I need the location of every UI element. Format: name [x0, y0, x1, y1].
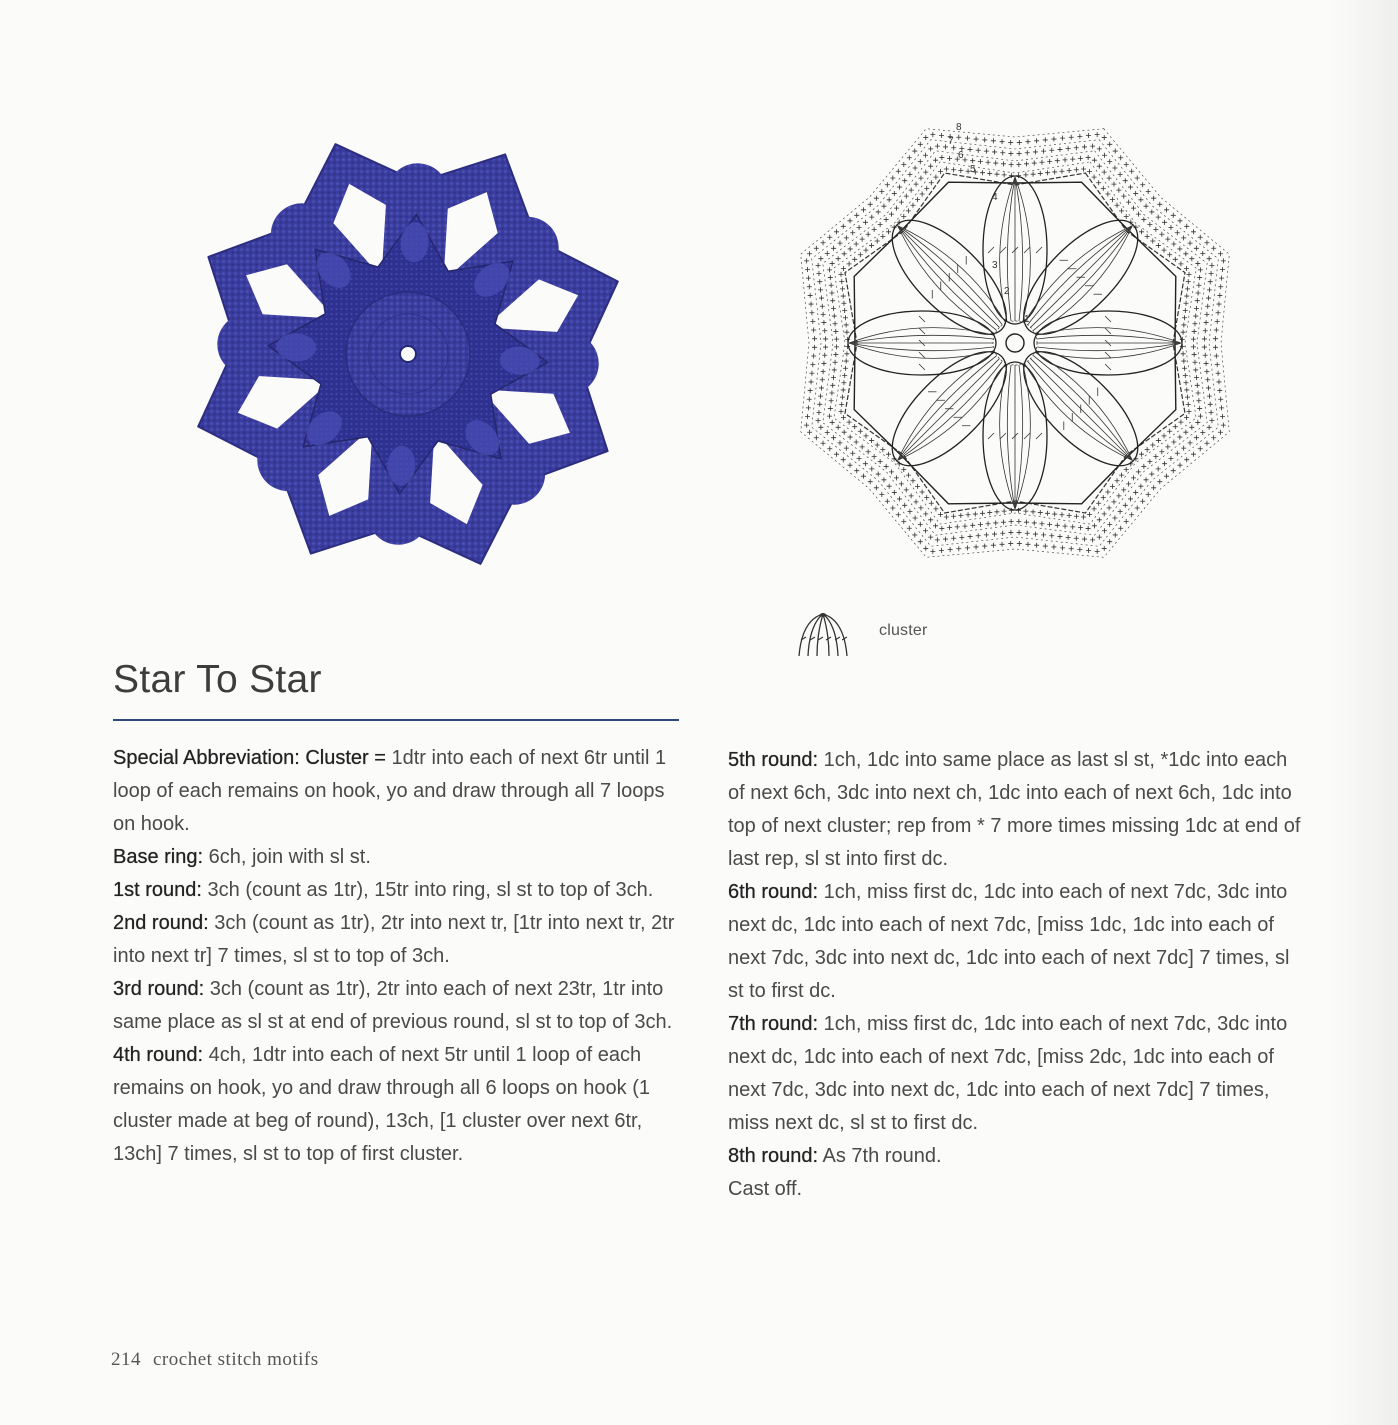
instruction-label: 5th round:	[728, 749, 819, 771]
page-number: 214	[111, 1349, 141, 1370]
crochet-star-photo	[180, 122, 640, 584]
round-number-label: 1	[1024, 314, 1030, 325]
center-hole	[400, 346, 416, 362]
legend-label: cluster	[879, 622, 928, 639]
chart-base-ring	[993, 321, 1037, 365]
instruction-text: 1ch, 1dc into same place as last sl st, *1dc into each of next 6ch, 3dc into next ch, 1dc into each of next 6ch, 1dc into top of next cluster; rep from * 7 more times missing 1dc at end of last rep, sl st into first dc.	[728, 749, 1301, 870]
instruction-paragraph	[728, 876, 1306, 1008]
instructions-left-column	[113, 742, 685, 1171]
instruction-paragraph	[113, 1039, 685, 1171]
instruction-text: 3ch (count as 1tr), 2tr into next tr, [1tr into next tr, 2tr into next tr] 7 times, sl st to top of 3ch.	[113, 912, 675, 967]
spine-shadow	[1328, 0, 1398, 1425]
cluster-petal	[983, 362, 1047, 510]
instruction-paragraph	[728, 744, 1306, 876]
instruction-text: 3ch (count as 1tr), 15tr into ring, sl st to top of 3ch.	[201, 879, 654, 901]
title-rule	[113, 719, 679, 721]
star-motif	[198, 144, 618, 564]
instruction-paragraph	[728, 1140, 1306, 1173]
cluster-petal	[848, 311, 996, 375]
instruction-paragraph	[113, 973, 685, 1039]
instruction-label: 3rd round:	[113, 978, 205, 1000]
instruction-text: 1ch, miss first dc, 1dc into each of next 7dc, 3dc into next dc, 1dc into each of next 7dc, [miss 2dc, 1dc into each of next 7dc, 3dc into next dc, 1dc into each of next 7dc] 7 times, miss next dc, sl st to first dc.	[728, 1013, 1288, 1134]
instruction-text: 4ch, 1dtr into each of next 5tr until 1 loop of each remains on hook, yo and draw through all 6 loops on hook (1 cluster made at beg of round), 13ch, [1 cluster over next 6tr, 13ch] 7 times, sl st to top of first cluster.	[113, 1044, 651, 1165]
pattern-title: Star To Star	[113, 658, 322, 701]
round-number-label: 6	[958, 150, 964, 161]
round-number-label: 4	[992, 192, 998, 203]
round-number-label: 7	[948, 136, 954, 147]
crochet-stitch-chart	[778, 108, 1252, 578]
cluster-petal	[1006, 202, 1156, 352]
instruction-text: As 7th round.	[818, 1145, 942, 1167]
chart-base-ring-circle	[1006, 334, 1024, 352]
round-number-label: 3	[992, 260, 998, 271]
instruction-label: 1st round:	[113, 879, 202, 901]
instruction-label: 8th round:	[728, 1145, 819, 1167]
chart-legend	[793, 608, 953, 660]
instruction-label: 4th round:	[113, 1044, 204, 1066]
instruction-label: 6th round:	[728, 881, 819, 903]
instruction-text: 6ch, join with sl st.	[203, 846, 371, 868]
instruction-paragraph	[113, 742, 685, 841]
instruction-label: Base ring:	[113, 846, 204, 868]
cluster-petal	[874, 334, 1024, 484]
instruction-paragraph	[728, 1008, 1306, 1140]
round-number-label: 2	[1004, 286, 1010, 297]
round-number-label: 8	[956, 122, 962, 133]
instruction-label: 7th round:	[728, 1013, 819, 1035]
round-number-label: 5	[970, 164, 976, 175]
page-footer	[111, 1349, 319, 1371]
cluster-symbol-icon	[793, 610, 853, 660]
cluster-petal	[874, 202, 1024, 352]
instructions-right-column	[728, 744, 1306, 1206]
instruction-text: 1ch, miss first dc, 1dc into each of next 7dc, 3dc into next dc, 1dc into each of next 7dc, [miss 1dc, 1dc into each of next 7dc, 3dc into next dc, 1dc into each of next 7dc] 7 times, sl st to first dc.	[728, 881, 1290, 1002]
instruction-paragraph	[728, 1173, 1306, 1206]
instruction-text: 1dtr into each of next 6tr until 1 loop of each remains on hook, yo and draw through all 7 loops on hook.	[113, 747, 667, 835]
instruction-text: 3ch (count as 1tr), 2tr into each of next 23tr, 1tr into same place as sl st at end of previous round, sl st to top of 3ch.	[113, 978, 673, 1033]
instruction-paragraph	[113, 841, 685, 874]
cluster-petal	[1006, 334, 1156, 484]
running-title: crochet stitch motifs	[153, 1349, 319, 1370]
instruction-text: Cast off.	[728, 1178, 803, 1200]
instruction-paragraph	[113, 907, 685, 973]
instruction-paragraph	[113, 874, 685, 907]
cluster-petal	[1034, 311, 1182, 375]
instruction-label: Special Abbreviation: Cluster =	[113, 747, 386, 769]
instruction-label: 2nd round:	[113, 912, 209, 934]
